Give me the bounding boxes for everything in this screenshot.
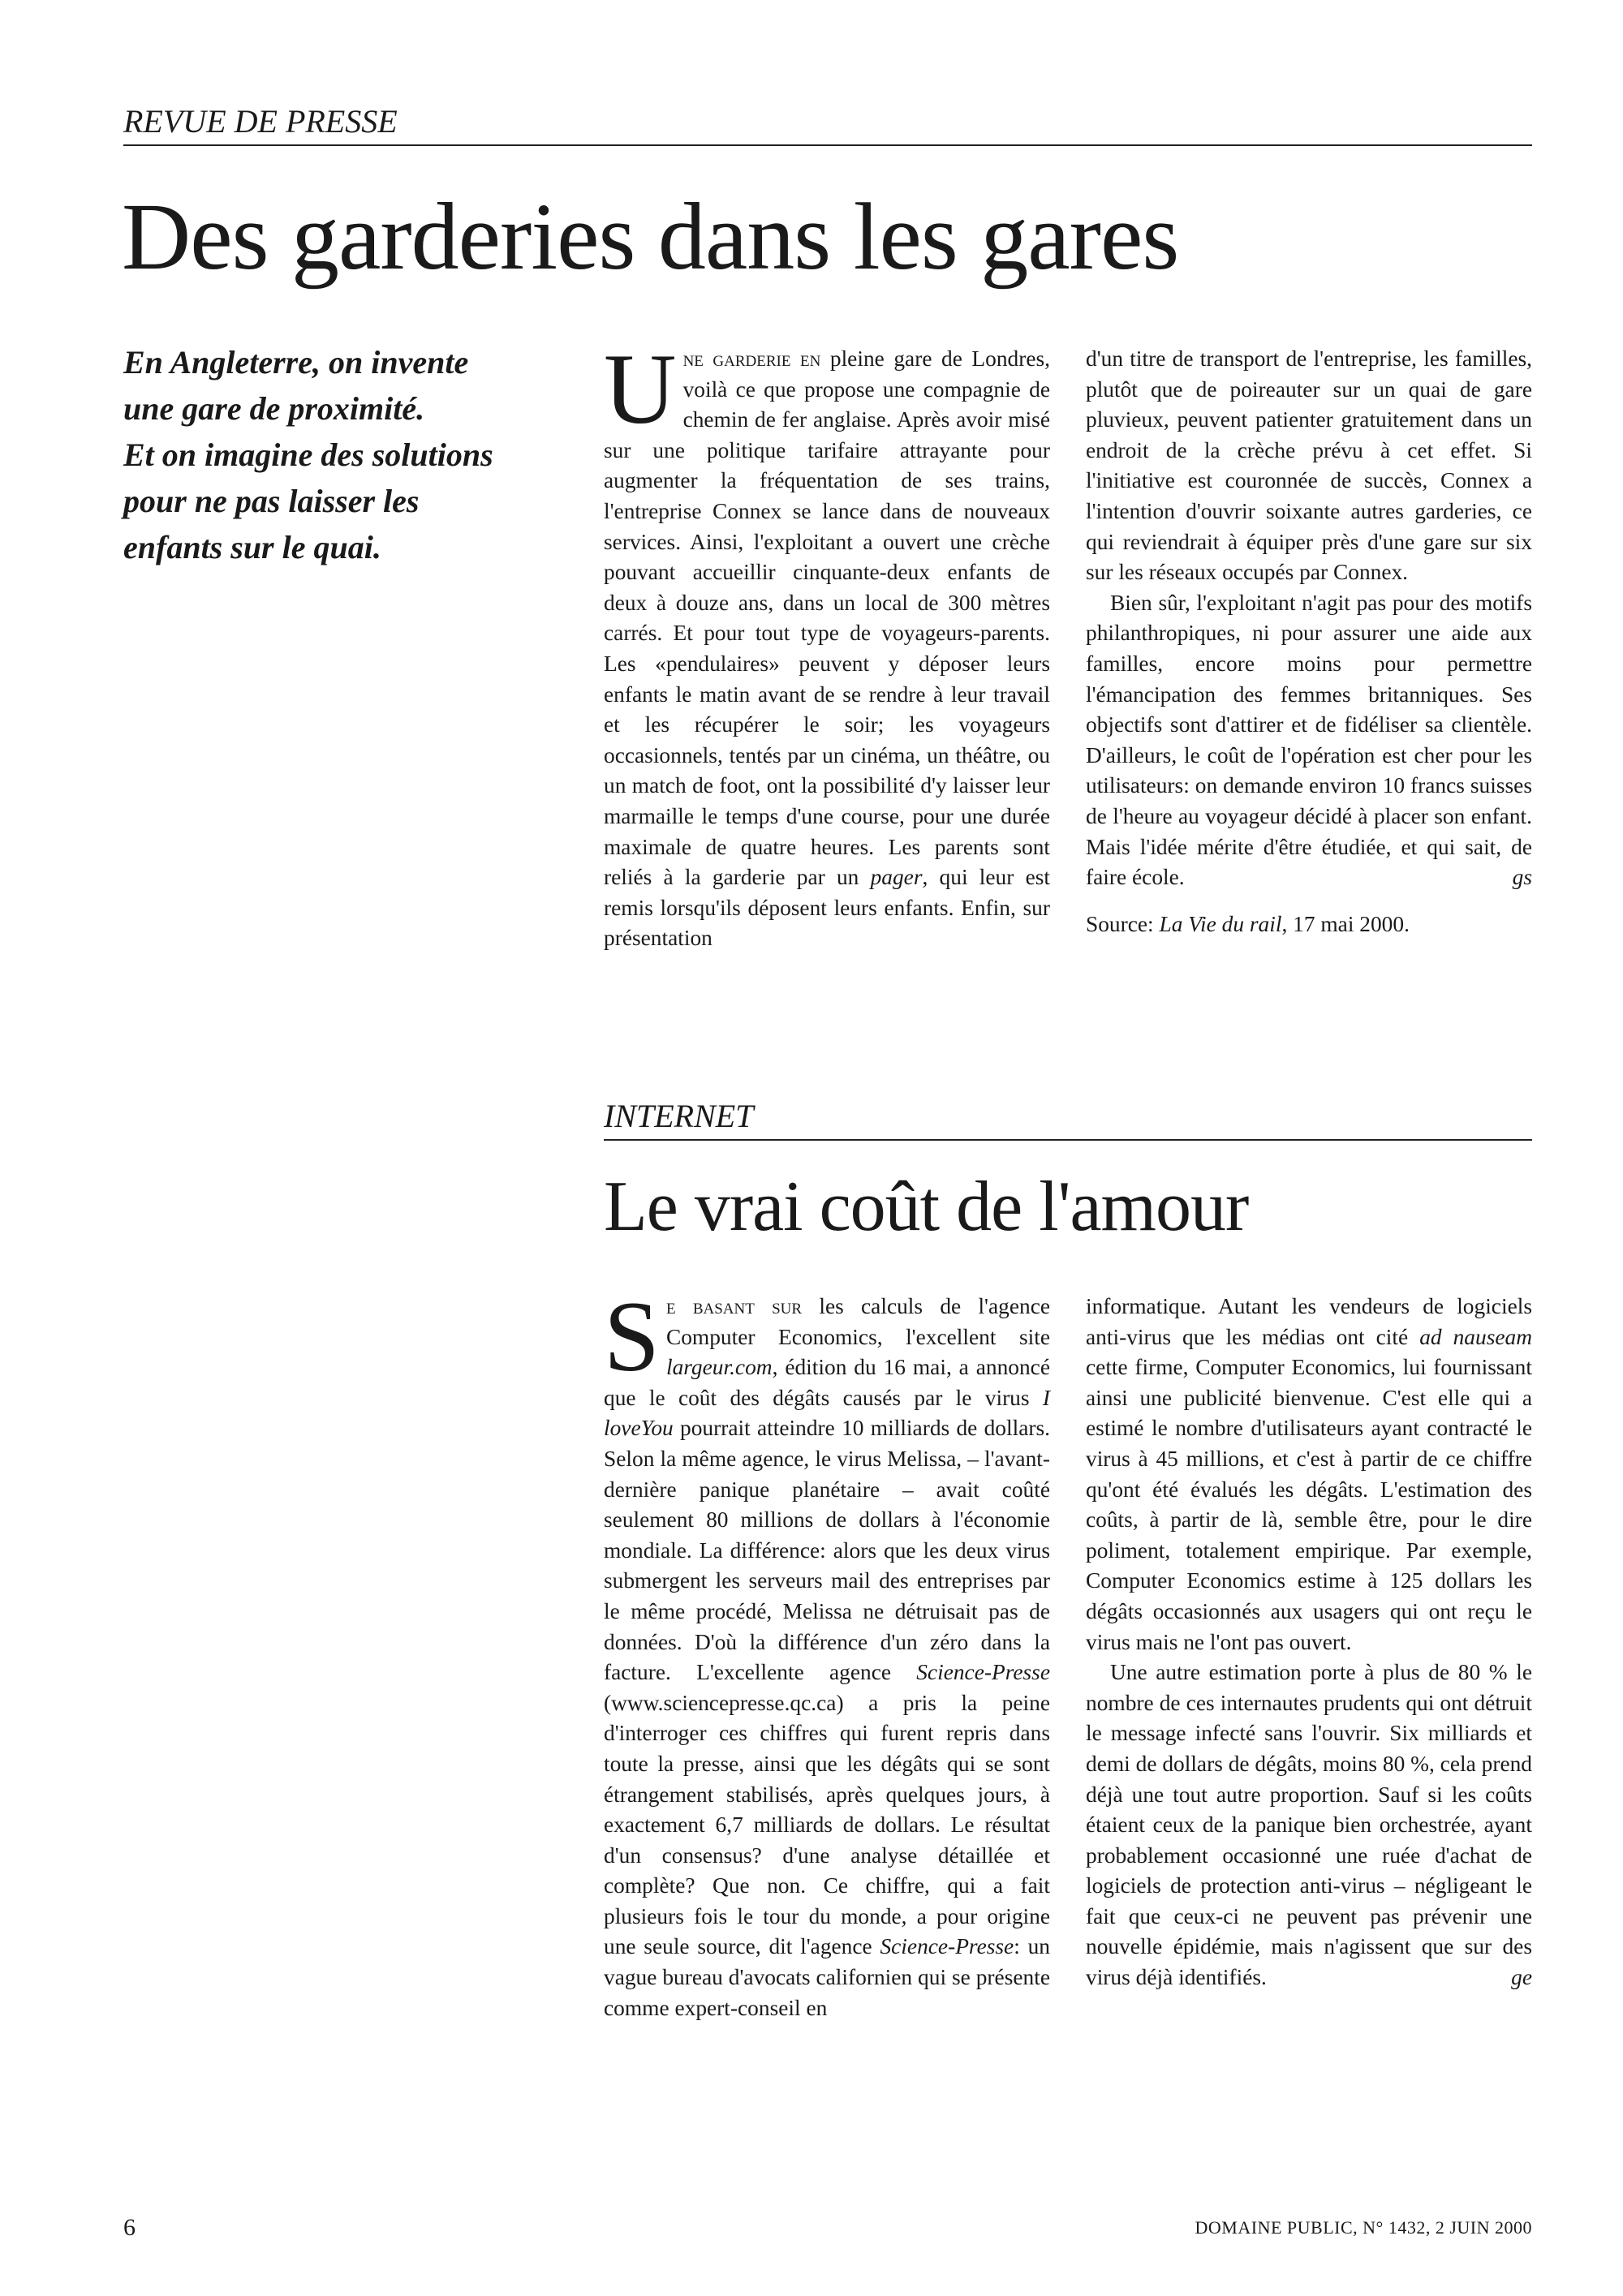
lead-line: Et on imagine des solutions bbox=[123, 436, 493, 473]
body-text: , édition du 16 mai, a annoncé que le coût des dégâts causés par le virus bbox=[604, 1355, 1050, 1410]
body-text: : un vague bureau d'avocats californien qui se présente comme expert-conseil en bbox=[604, 1934, 1050, 2020]
opening-smallcaps: ne garderie en bbox=[682, 346, 821, 371]
lead-line: enfants sur le quai. bbox=[123, 529, 381, 565]
article1-column-1 bbox=[604, 333, 1050, 954]
body-text: cette firme, Computer Economics, lui fournissant ainsi une publicité bienvenue. C'est elle qui a estimé le nombre d'utilisateurs ayant contracté le virus à 45 millions, et c'est à partir de ce chiffre qu'ont été évalués les dégâts. L'estimation des coûts, à partir de là, semble être, pour le dire poliment, totalement empirique. Par exemple, Computer Economics estime à 125 dollars les dégâts occasionnés aux usagers qui ont reçu le virus mais ne l'ont pas ouvert. bbox=[1086, 1355, 1532, 1654]
body-paragraph bbox=[604, 333, 1050, 954]
headline-garderies: Des garderies dans les gares bbox=[122, 183, 1179, 290]
footer-issue-info: DOMAINE PUBLIC, N° 1432, 2 JUIN 2000 bbox=[1195, 2217, 1532, 2238]
body-text: les calculs de l'agence Computer Economics, l'excellent site bbox=[665, 1294, 1051, 1349]
opening-smallcaps: e basant sur bbox=[665, 1294, 803, 1318]
emphasis-text: I loveYou bbox=[604, 1385, 1050, 1441]
body-paragraph bbox=[1086, 1292, 1532, 1658]
section-rubric-internet: INTERNET bbox=[604, 1097, 1532, 1141]
author-signature: ge bbox=[1511, 1965, 1532, 1990]
body-paragraph: d'un titre de transport de l'entreprise, les familles, plutôt que de poireauter sur un quai de gare pluvieux, peuvent patienter gratuitement dans un endroit de la crèche prévu à cet effet. Si l'initiative est couronnée de succès, Connex a l'intention d'ouvrir soixante autres garderies, ce qui reviendrait à équiper près d'une gare sur six sur les réseaux occupés par Connex. bbox=[1086, 346, 1532, 585]
emphasis-text: Science-Presse bbox=[880, 1934, 1014, 1959]
page-number: 6 bbox=[123, 2214, 136, 2241]
body-text: Une autre estimation porte à plus de 80 % le nombre de ces internautes prudents qui ont détruit le message infecté sans l'ouvrir. Six milliards et demi de dollars de dégâts, moins 80 %, cela prend déjà une tout autre proportion. Sauf si les coûts étaient ceux de la panique bien orchestrée, ayant probablement occasionné une ruée d'achat de logiciels de protection anti-virus – négligeant le fait que ceux-ci ne peuvent pas prévenir une nouvelle épidémie, mais n'agissent que sur des virus déjà identifiés. bbox=[1086, 1660, 1532, 1990]
body-text: informatique. Autant les vendeurs de logiciels anti-virus que les médias ont cité bbox=[1086, 1294, 1532, 1349]
article2-column-2 bbox=[1086, 1292, 1532, 1993]
lead-line: une gare de proximité. bbox=[123, 390, 425, 427]
emphasis-text: Science-Presse bbox=[916, 1660, 1050, 1685]
body-paragraph bbox=[1086, 588, 1532, 893]
author-signature: gs bbox=[1512, 865, 1532, 890]
lead-paragraph bbox=[123, 339, 578, 570]
body-text: pleine gare de Londres, voilà ce que propose une compagnie de chemin de fer anglaise. Après avoir misé sur une politique tarifaire attrayante pour augmenter la fréquentation de ses trains, l'entreprise Connex se lance dans de nouveaux services. Ainsi, l'exploitant a ouvert une crèche pouvant accueillir cinquante-deux enfants de deux à douze ans, dans un local de 300 mètres carrés. Et pour tout type de voyageurs-parents. Les «pendulaires» peuvent y déposer leurs enfants le matin avant de se rendre à leur travail et les récupérer le soir; les voyageurs occasionnels, tentés par un cinéma, un théâtre, ou un match de foot, ont la possibilité d'y laisser leur marmaille le temps d'une course, pour une durée maximale de quatre heures. Les parents sont reliés à la garderie par un bbox=[604, 346, 1050, 890]
article2-column-1 bbox=[604, 1281, 1051, 2023]
source-date: , 17 mai 2000. bbox=[1281, 911, 1410, 936]
source-label: Source: bbox=[1086, 911, 1160, 936]
body-text: Bien sûr, l'exploitant n'agit pas pour des motifs philanthropiques, ni pour assurer une aide aux familles, encore moins pour permettre l'émancipation des femmes britanniques. Ses objectifs sont d'attirer et de fidéliser sa clientèle. D'ailleurs, le coût de l'opération est cher pour les utilisateurs: on demande environ 10 francs suisses de l'heure au voyageur décidé à placer son enfant. Mais l'idée mérite d'être étudiée, et qui sait, de faire école. bbox=[1086, 590, 1532, 890]
source-line bbox=[1086, 909, 1532, 940]
body-paragraph bbox=[604, 1281, 1051, 2023]
lead-line: En Angleterre, on invente bbox=[123, 344, 469, 381]
emphasis-text: largeur.com bbox=[665, 1355, 773, 1380]
body-text: (www.sciencepresse.qc.ca) a pris la peine d'interroger ces chiffres qui furent repris dans toute la presse, ainsi que les dégâts qui se sont étrangement stabilisés, après quelques jours, à exactement 6,7 milliards de dollars. Le résultat d'un consensus? d'une analyse détaillée et complète? Que non. Ce chiffre, qui a fait plusieurs fois le tour du monde, a pour origine une seule source, dit l'agence bbox=[604, 1690, 1050, 1959]
emphasis-text: pager bbox=[870, 865, 923, 890]
body-paragraph bbox=[1086, 1658, 1532, 1993]
source-title: La Vie du rail bbox=[1159, 911, 1282, 936]
body-text: , qui leur est remis lorsqu'ils déposent leurs enfants. Enfin, sur présentation bbox=[604, 865, 1050, 951]
emphasis-text: ad nauseam bbox=[1419, 1324, 1532, 1349]
article1-column-2 bbox=[1086, 344, 1532, 939]
body-text: pourrait atteindre 10 milliards de dollars. Selon la même agence, le virus Melissa, – l'avant-dernière panique planétaire – avait coûté seulement 80 millions de dollars à l'économie mondiale. La différence: alors que les deux virus submergent les serveurs mail des entreprises par le même procédé, Melissa ne détruisait pas de données. D'où la différence d'un zéro dans la facture. L'excellente agence bbox=[604, 1416, 1050, 1685]
headline-cout-amour: Le vrai coût de l'amour bbox=[604, 1167, 1249, 1246]
section-rubric-revue-de-presse: REVUE DE PRESSE bbox=[123, 102, 1532, 146]
lead-line: pour ne pas laisser les bbox=[123, 483, 420, 519]
drop-cap: S bbox=[604, 1281, 660, 1392]
drop-cap: U bbox=[604, 333, 677, 445]
